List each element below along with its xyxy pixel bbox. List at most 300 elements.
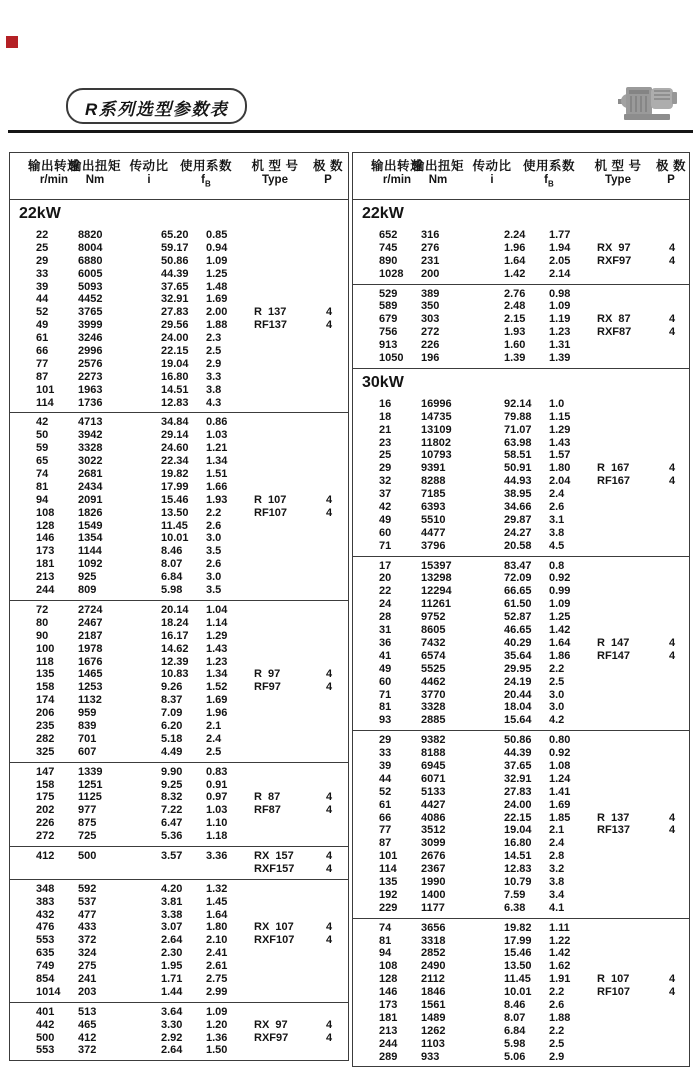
cell-speed: 589 [379, 300, 398, 313]
table-row [10, 733, 348, 746]
ratio-block [10, 846, 348, 879]
cell-torque: 6880 [78, 254, 103, 267]
table-row [10, 1032, 348, 1045]
cell-ratio: 2.24 [504, 229, 526, 241]
cell-fb: 0.97 [206, 791, 228, 804]
cell-type: RF97 [254, 681, 281, 694]
cell-p: 4 [326, 849, 333, 862]
cell-fb: 3.36 [206, 849, 228, 862]
cell-torque: 1144 [78, 545, 102, 558]
cell-torque: 9382 [421, 734, 446, 747]
table-row [353, 902, 689, 915]
cell-ratio: 59.17 [161, 241, 189, 254]
cell-ratio: 63.98 [504, 436, 532, 449]
cell-ratio: 1.60 [504, 339, 526, 352]
table-row [353, 701, 689, 714]
cell-torque: 275 [78, 960, 97, 973]
cell-fb: 1.51 [206, 468, 228, 481]
cell-fb: 3.8 [549, 875, 565, 888]
cell-fb: 1.42 [549, 947, 571, 960]
cell-torque: 3246 [78, 332, 103, 345]
cell-p: 4 [669, 475, 676, 488]
table-row [353, 501, 689, 514]
cell-torque: 5525 [421, 662, 446, 675]
table-row [353, 824, 689, 837]
cell-speed: 135 [36, 668, 55, 681]
cell-ratio: 18.24 [161, 616, 189, 629]
col-header-ratio: 传动比 i [129, 159, 169, 186]
cell-torque: 2996 [78, 345, 103, 358]
cell-fb: 1.85 [549, 811, 571, 824]
col-header-service-factor: 使用系数 $f_B$ [179, 159, 233, 189]
cell-ratio: 18.04 [504, 701, 532, 714]
cell-speed: 282 [36, 732, 55, 745]
cell-fb: 1.24 [549, 772, 571, 785]
table-row [10, 804, 348, 817]
cell-speed: 20 [379, 572, 392, 585]
ratio-block [10, 762, 348, 846]
cell-ratio: 1.93 [504, 326, 526, 339]
cell-torque: 4462 [421, 675, 446, 688]
cell-speed: 80 [36, 616, 49, 629]
cell-p: 4 [669, 973, 676, 986]
ratio-block [10, 412, 348, 599]
cell-ratio: 46.65 [504, 624, 532, 637]
cell-speed: 476 [36, 921, 55, 934]
cell-ratio: 10.79 [504, 875, 532, 888]
cell-fb: 1.69 [549, 798, 571, 811]
cell-torque: 8820 [78, 229, 103, 241]
cell-ratio: 15.46 [504, 947, 532, 960]
cell-speed: 29 [379, 462, 392, 475]
cell-speed: 32 [379, 475, 392, 488]
cell-speed: 77 [36, 357, 49, 370]
cell-p: 4 [326, 1018, 333, 1031]
cell-speed: 174 [36, 694, 55, 707]
gear-motor-illustration [618, 76, 680, 126]
cell-ratio: 58.51 [504, 449, 532, 462]
cell-torque: 16996 [421, 397, 452, 410]
cell-ratio: 16.17 [161, 629, 189, 642]
cell-fb: 1.36 [206, 1031, 228, 1044]
cell-ratio: 9.25 [161, 778, 183, 791]
cell-fb: 1.64 [206, 908, 228, 921]
cell-ratio: 50.86 [161, 254, 189, 267]
page-title-badge [66, 88, 247, 124]
cell-torque: 1549 [78, 519, 103, 532]
cell-speed: 289 [379, 1050, 398, 1063]
cell-type: RX 97 [597, 241, 631, 254]
cell-speed: 173 [36, 545, 55, 558]
cell-torque: 875 [78, 817, 97, 830]
ratio-block [353, 730, 689, 917]
cell-speed: 652 [379, 229, 398, 241]
cell-fb: 4.1 [549, 901, 565, 914]
table-row [353, 1025, 689, 1038]
cell-fb: 2.6 [549, 998, 565, 1011]
cell-fb: 2.5 [549, 1037, 565, 1050]
cell-speed: 17 [379, 559, 392, 572]
cell-torque: 10793 [421, 449, 452, 462]
cell-fb: 2.1 [206, 719, 222, 732]
cell-p: 4 [326, 668, 333, 681]
table-row [353, 598, 689, 611]
table-row [10, 358, 348, 371]
ratio-block [353, 284, 689, 368]
cell-torque: 2091 [78, 493, 103, 506]
cell-ratio: 17.99 [504, 934, 532, 947]
cell-ratio: 79.88 [504, 410, 532, 423]
cell-fb: 2.9 [206, 357, 222, 370]
table-row [353, 837, 689, 850]
table-row [10, 934, 348, 947]
parameter-table-right [352, 152, 690, 1067]
cell-ratio: 29.95 [504, 662, 532, 675]
cell-speed: 101 [379, 850, 398, 863]
col-header-torque: 输出扭矩 Nm [411, 159, 465, 186]
cell-fb: 0.91 [206, 778, 228, 791]
cell-ratio: 3.57 [161, 849, 183, 862]
ratio-block [353, 226, 689, 284]
cell-speed: 181 [36, 558, 55, 571]
cell-speed: 679 [379, 313, 398, 326]
table-row [353, 326, 689, 339]
cell-speed: 890 [379, 254, 398, 267]
cell-ratio: 7.22 [161, 804, 183, 817]
cell-speed: 158 [36, 681, 55, 694]
table-row [10, 229, 348, 242]
cell-torque: 1253 [78, 681, 103, 694]
cell-torque: 3099 [421, 837, 446, 850]
cell-ratio: 38.95 [504, 488, 532, 501]
cell-speed: 272 [36, 830, 55, 843]
col-header-type: 机 型 号 Type [594, 159, 642, 186]
cell-speed: 128 [379, 973, 398, 986]
cell-speed: 206 [36, 707, 55, 720]
table-row [10, 345, 348, 358]
ratio-block [10, 226, 348, 412]
cell-fb: 1.04 [206, 603, 228, 616]
cell-torque: 6005 [78, 267, 103, 280]
cell-fb: 1.96 [206, 707, 228, 720]
table-row [353, 462, 689, 475]
cell-fb: 1.80 [549, 462, 571, 475]
table-header [10, 153, 348, 200]
cell-fb: 1.23 [549, 326, 571, 339]
cell-speed: 28 [379, 611, 392, 624]
cell-torque: 372 [78, 1044, 97, 1057]
table-row [353, 637, 689, 650]
cell-type: RF107 [254, 506, 288, 519]
table-row [10, 656, 348, 669]
cell-ratio: 8.32 [161, 791, 183, 804]
cell-fb: 0.86 [206, 416, 228, 429]
cell-torque: 701 [78, 732, 97, 745]
cell-p: 4 [326, 1031, 333, 1044]
cell-speed: 77 [379, 824, 392, 837]
table-row [353, 540, 689, 553]
cell-fb: 1.08 [549, 759, 571, 772]
cell-p: 4 [669, 241, 676, 254]
cell-speed: 74 [36, 468, 49, 481]
cell-fb: 3.2 [549, 863, 565, 876]
cell-fb: 2.1 [549, 824, 565, 837]
cell-torque: 1262 [421, 1024, 446, 1037]
cell-type: R 97 [254, 668, 281, 681]
cell-torque: 2885 [421, 714, 446, 727]
table-row [353, 313, 689, 326]
cell-ratio: 6.20 [161, 719, 183, 732]
cell-ratio: 5.98 [504, 1037, 526, 1050]
cell-ratio: 32.91 [161, 293, 189, 306]
cell-speed: 114 [379, 863, 397, 876]
cell-torque: 272 [421, 326, 440, 339]
table-row [353, 876, 689, 889]
cell-torque: 977 [78, 804, 97, 817]
cell-torque: 477 [78, 908, 97, 921]
cell-torque: 14735 [421, 410, 452, 423]
cell-ratio: 14.51 [504, 850, 532, 863]
table-row [353, 229, 689, 242]
cell-ratio: 1.44 [161, 985, 183, 998]
cell-ratio: 44.39 [504, 747, 532, 760]
cell-torque: 316 [421, 229, 440, 241]
table-row [10, 791, 348, 804]
cell-torque: 2576 [78, 357, 103, 370]
table-row [10, 1006, 348, 1019]
table-row [353, 242, 689, 255]
table-row [10, 973, 348, 986]
cell-torque: 2724 [78, 603, 103, 616]
cell-speed: 94 [379, 947, 392, 960]
table-row [10, 442, 348, 455]
table-row [10, 319, 348, 332]
cell-ratio: 1.64 [504, 254, 526, 267]
cell-ratio: 24.27 [504, 526, 532, 539]
col-header-poles: 极 数 P [656, 159, 686, 186]
cell-ratio: 52.87 [504, 611, 532, 624]
cell-speed: 745 [379, 241, 398, 254]
table-row [10, 584, 348, 597]
table-row [353, 255, 689, 268]
cell-ratio: 1.39 [504, 352, 526, 365]
cell-ratio: 6.38 [504, 901, 526, 914]
table-row [353, 676, 689, 689]
cell-ratio: 50.91 [504, 462, 532, 475]
table-row [353, 411, 689, 424]
table-row [353, 339, 689, 352]
cell-fb: 2.5 [549, 675, 565, 688]
cell-speed: 16 [379, 397, 392, 410]
cell-torque: 1963 [78, 383, 103, 396]
cell-type: RF137 [597, 824, 631, 837]
cell-speed: 33 [379, 747, 392, 760]
cell-ratio: 2.76 [504, 287, 526, 300]
table-row [10, 293, 348, 306]
cell-type: R 137 [597, 811, 630, 824]
table-row [353, 999, 689, 1012]
cell-p: 4 [669, 254, 676, 267]
table-row [10, 766, 348, 779]
cell-speed: 25 [379, 449, 392, 462]
cell-fb: 1.57 [549, 449, 571, 462]
table-row [10, 604, 348, 617]
cell-fb: 1.69 [206, 293, 228, 306]
cell-ratio: 29.56 [161, 319, 189, 332]
cell-ratio: 27.83 [504, 785, 532, 798]
table-row [353, 300, 689, 313]
cell-ratio: 15.46 [161, 493, 189, 506]
cell-torque: 925 [78, 571, 97, 584]
cell-speed: 50 [36, 429, 49, 442]
cell-ratio: 1.96 [504, 241, 526, 254]
cell-torque: 3942 [78, 429, 103, 442]
cell-fb: 1.09 [206, 254, 228, 267]
table-row [10, 779, 348, 792]
table-row [10, 909, 348, 922]
cell-torque: 324 [78, 947, 97, 960]
cell-type: RXF157 [254, 862, 295, 875]
cell-ratio: 20.14 [161, 603, 189, 616]
cell-torque: 4477 [421, 526, 446, 539]
table-row [10, 545, 348, 558]
cell-speed: 114 [36, 396, 54, 409]
table-row [353, 288, 689, 301]
table-row [353, 786, 689, 799]
cell-torque: 13298 [421, 572, 452, 585]
table-row [10, 558, 348, 571]
cell-ratio: 34.84 [161, 416, 189, 429]
cell-ratio: 44.39 [161, 267, 189, 280]
cell-speed: 90 [36, 629, 49, 642]
cell-torque: 9391 [421, 462, 446, 475]
cell-ratio: 3.07 [161, 921, 183, 934]
cell-fb: 4.2 [549, 714, 565, 727]
cell-speed: 401 [36, 1005, 55, 1018]
cell-fb: 2.4 [549, 837, 565, 850]
cell-torque: 2681 [78, 468, 103, 481]
table-row [10, 268, 348, 281]
cell-speed: 147 [36, 765, 55, 778]
table-row [353, 663, 689, 676]
table-row [10, 242, 348, 255]
cell-ratio: 2.92 [161, 1031, 183, 1044]
cell-speed: 553 [36, 1044, 55, 1057]
cell-type: RF147 [597, 649, 631, 662]
cell-fb: 1.14 [206, 616, 228, 629]
cell-torque: 1561 [421, 998, 446, 1011]
cell-speed: 29 [379, 734, 392, 747]
cell-speed: 33 [36, 267, 49, 280]
cell-speed: 1014 [36, 985, 61, 998]
cell-torque: 1132 [78, 694, 102, 707]
cell-fb: 2.00 [206, 306, 228, 319]
table-row [353, 514, 689, 527]
cell-speed: 81 [379, 934, 392, 947]
table-row [10, 416, 348, 429]
cell-speed: 635 [36, 947, 55, 960]
cell-ratio: 16.80 [161, 370, 189, 383]
cell-torque: 959 [78, 707, 97, 720]
cell-ratio: 2.64 [161, 1044, 183, 1057]
cell-speed: 74 [379, 921, 392, 934]
cell-speed: 383 [36, 895, 55, 908]
cell-ratio: 5.36 [161, 830, 183, 843]
table-row [10, 896, 348, 909]
cell-speed: 49 [36, 319, 49, 332]
cell-fb: 2.5 [206, 745, 222, 758]
cell-fb: 3.8 [206, 383, 222, 396]
cell-torque: 8288 [421, 475, 446, 488]
cell-fb: 1.52 [206, 681, 228, 694]
cell-torque: 500 [78, 849, 97, 862]
cell-torque: 1736 [78, 396, 103, 409]
cell-torque: 725 [78, 830, 97, 843]
cell-ratio: 9.90 [161, 765, 183, 778]
cell-torque: 809 [78, 584, 97, 597]
col-header-torque: 输出扭矩 Nm [68, 159, 122, 186]
table-row [10, 397, 348, 410]
cell-fb: 3.5 [206, 584, 222, 597]
cell-fb: 1.18 [206, 830, 228, 843]
cell-fb: 1.0 [549, 397, 565, 410]
table-row [10, 1019, 348, 1032]
cell-speed: 173 [379, 998, 398, 1011]
cell-fb: 1.22 [549, 934, 571, 947]
cell-speed: 101 [36, 383, 55, 396]
cell-ratio: 19.04 [504, 824, 532, 837]
ratio-block [10, 600, 348, 762]
cell-torque: 7432 [421, 636, 446, 649]
cell-ratio: 1.95 [161, 960, 183, 973]
cell-speed: 348 [36, 882, 55, 895]
table-row [353, 624, 689, 637]
cell-ratio: 5.06 [504, 1050, 526, 1063]
cell-torque: 4427 [421, 798, 446, 811]
cell-torque: 839 [78, 719, 97, 732]
cell-torque: 2187 [78, 629, 103, 642]
cell-speed: 128 [36, 519, 55, 532]
cell-p: 4 [326, 791, 333, 804]
cell-speed: 39 [379, 759, 392, 772]
cell-ratio: 8.46 [504, 998, 526, 1011]
cell-torque: 200 [421, 267, 440, 280]
cell-type: RX 107 [254, 921, 294, 934]
cell-fb: 2.9 [549, 1050, 565, 1063]
cell-ratio: 37.65 [161, 280, 189, 293]
cell-torque: 3796 [421, 539, 446, 552]
cell-ratio: 2.64 [161, 934, 183, 947]
cell-torque: 1400 [421, 888, 446, 901]
cell-ratio: 14.62 [161, 642, 189, 655]
cell-ratio: 4.49 [161, 745, 183, 758]
cell-fb: 2.3 [206, 332, 222, 345]
cell-fb: 4.3 [206, 396, 222, 409]
cell-speed: 31 [379, 624, 392, 637]
table-row [353, 352, 689, 365]
cell-fb: 3.0 [549, 701, 565, 714]
cell-p: 4 [326, 681, 333, 694]
cell-p: 4 [669, 313, 676, 326]
cell-torque: 1125 [78, 791, 102, 804]
cell-fb: 1.03 [206, 804, 228, 817]
cell-torque: 4452 [78, 293, 103, 306]
cell-torque: 2367 [421, 863, 446, 876]
cell-type: RXF87 [597, 326, 632, 339]
cell-ratio: 40.29 [504, 636, 532, 649]
table-row [353, 488, 689, 501]
cell-ratio: 8.46 [161, 545, 183, 558]
